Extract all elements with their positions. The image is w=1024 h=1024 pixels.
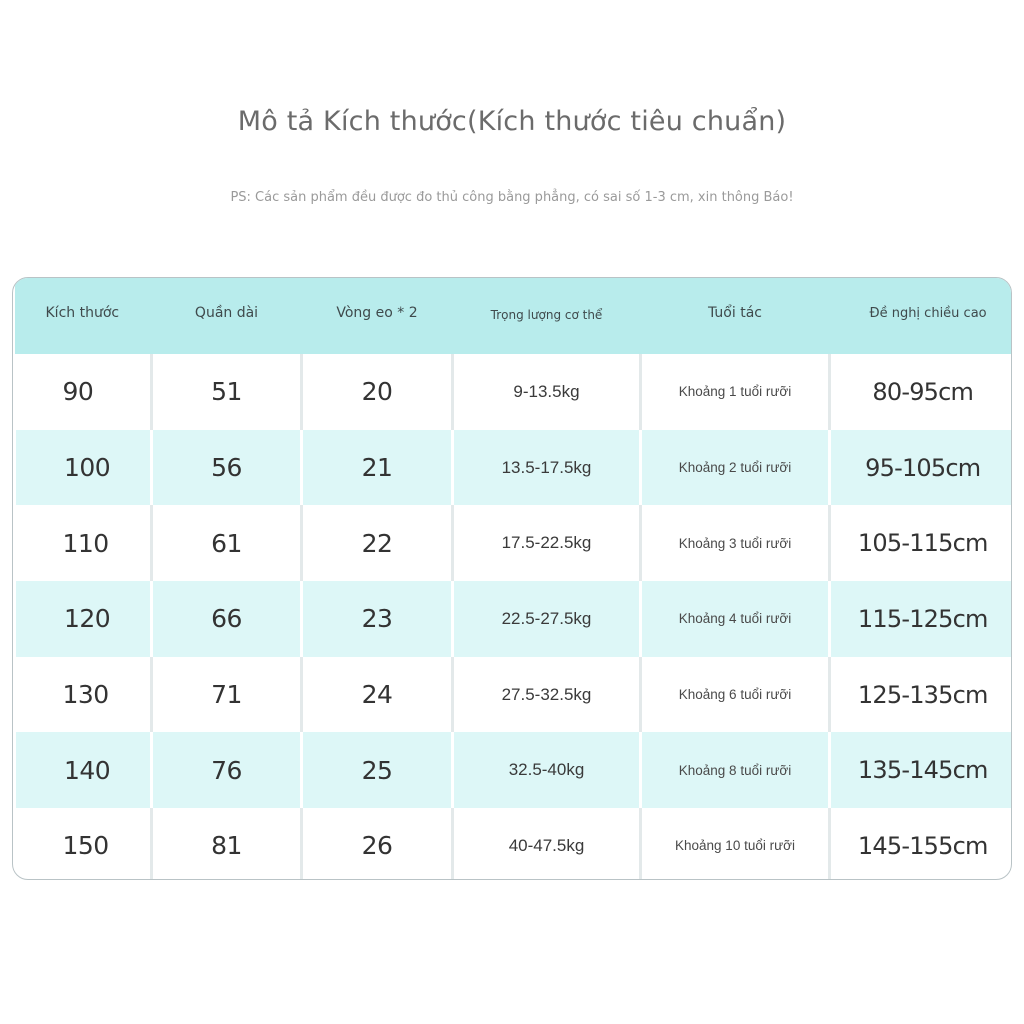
- table-row: [15, 732, 1013, 808]
- weight-cell: 13.5-17.5kg: [453, 430, 641, 506]
- weight-cell: 9-13.5kg: [453, 354, 641, 430]
- height-cell: 80-95cm: [830, 354, 1013, 430]
- waist-cell: 25: [302, 732, 453, 808]
- pants-length-cell: 61: [152, 505, 302, 581]
- age-cell: Khoảng 2 tuổi rưỡi: [641, 430, 830, 506]
- waist-cell: 22: [302, 505, 453, 581]
- page-title: Mô tả Kích thước(Kích thước tiêu chuẩn): [237, 106, 787, 137]
- header-body-weight: Trọng lượng cơ thể: [490, 308, 603, 322]
- height-cell: 105-115cm: [830, 505, 1013, 581]
- header-age: Tuổi tác: [708, 305, 762, 321]
- height-cell: 95-105cm: [830, 430, 1013, 506]
- pants-length-cell: 66: [152, 581, 302, 657]
- measurement-note: PS: Các sản phẩm đều được đo thủ công bằng phẳng, có sai số 1-3 cm, xin thông Báo!: [230, 190, 794, 205]
- waist-cell: 26: [302, 808, 453, 880]
- size-cell: 140: [15, 732, 152, 808]
- weight-cell: 27.5-32.5kg: [453, 657, 641, 733]
- table-header: [15, 278, 1013, 354]
- waist-cell: 21: [302, 430, 453, 506]
- size-cell: 100: [15, 430, 152, 506]
- pants-length-cell: 76: [152, 732, 302, 808]
- height-cell: 135-145cm: [830, 732, 1013, 808]
- table-body: [15, 354, 1013, 880]
- age-cell: Khoảng 4 tuổi rưỡi: [641, 581, 830, 657]
- age-cell: Khoảng 10 tuổi rưỡi: [641, 808, 830, 880]
- height-cell: 115-125cm: [830, 581, 1013, 657]
- pants-length-cell: 71: [152, 657, 302, 733]
- size-cell: 150: [62, 831, 109, 861]
- header-pants-length: Quần dài: [194, 305, 259, 321]
- waist-cell: 24: [302, 657, 453, 733]
- height-cell: 125-135cm: [830, 657, 1013, 733]
- size-table: [13, 278, 1012, 880]
- age-cell: Khoảng 8 tuổi rưỡi: [641, 732, 830, 808]
- table-row: [15, 657, 1013, 733]
- weight-cell: 40-47.5kg: [453, 808, 641, 880]
- weight-cell: 17.5-22.5kg: [453, 505, 641, 581]
- table-row: [15, 354, 1013, 430]
- pants-length-cell: 81: [152, 808, 302, 880]
- size-cell: 120: [15, 581, 152, 657]
- header-waist: Vòng eo * 2: [336, 305, 418, 321]
- table-row: [15, 808, 1013, 880]
- age-cell: Khoảng 3 tuổi rưỡi: [641, 505, 830, 581]
- size-cell: 90: [62, 377, 94, 407]
- weight-cell: 32.5-40kg: [453, 732, 641, 808]
- header-size: Kích thước: [45, 305, 120, 321]
- height-cell: 145-155cm: [830, 808, 1013, 880]
- weight-cell: 22.5-27.5kg: [453, 581, 641, 657]
- table-row: [15, 581, 1013, 657]
- size-cell: 110: [62, 528, 109, 558]
- table-row: [15, 505, 1013, 581]
- age-cell: Khoảng 1 tuổi rưỡi: [641, 354, 830, 430]
- age-cell: Khoảng 6 tuổi rưỡi: [641, 657, 830, 733]
- size-cell: 130: [62, 680, 109, 710]
- pants-length-cell: 51: [152, 354, 302, 430]
- waist-cell: 23: [302, 581, 453, 657]
- table-row: [15, 430, 1013, 506]
- header-suggested-height: Đề nghị chiều cao: [869, 305, 987, 321]
- header-row: [15, 278, 1013, 354]
- size-table-container: [12, 277, 1012, 880]
- waist-cell: 20: [302, 354, 453, 430]
- pants-length-cell: 56: [152, 430, 302, 506]
